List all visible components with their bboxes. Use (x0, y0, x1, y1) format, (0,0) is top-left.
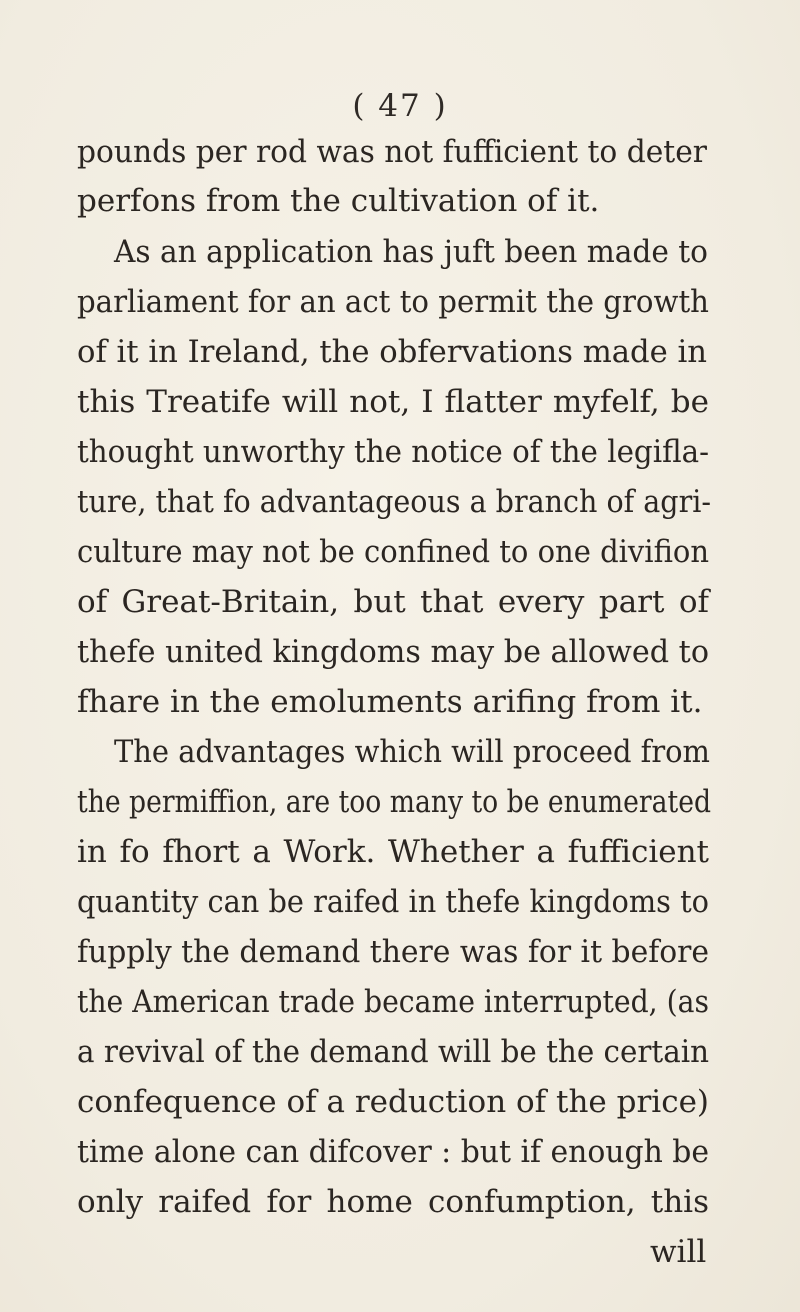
text-line: The advantages which will proceed from (114, 734, 710, 770)
text-line: of it in Ireland, the obfervations made in (77, 334, 708, 370)
text-line: pounds per rod was not fufficient to deter (77, 134, 707, 170)
text-line: fupply the demand there was for it before (77, 934, 710, 970)
text-line: As an application has juft been made to (114, 234, 709, 270)
text-line: confequence of a reduction of the price) (77, 1084, 710, 1120)
text-line: fhare in the emoluments arifing from it. (77, 684, 703, 720)
catchword: will (650, 1234, 707, 1270)
text-line: ture, that fo advantageous a branch of agri- (77, 484, 712, 520)
text-line: time alone can difcover : but if enough be (77, 1134, 710, 1170)
text-line: the permiffion, are too many to be enumerated (77, 784, 711, 820)
page-number: ( 47 ) (352, 88, 448, 124)
text-line: in fo fhort a Work. Whether a fufficient (77, 834, 710, 870)
text-line: quantity can be raifed in thefe kingdoms to (77, 884, 710, 920)
text-line: a revival of the demand will be the certain (77, 1034, 710, 1070)
text-line: thefe united kingdoms may be allowed to (77, 634, 710, 670)
text-line: the American trade became interrupted, (as (77, 984, 709, 1020)
text-line: culture may not be confined to one divifion (77, 534, 710, 570)
text-line: this Treatife will not, I flatter myfelf, be (77, 384, 709, 420)
text-line: only raifed for home confumption, this (77, 1184, 710, 1220)
text-line: parliament for an act to permit the growth (77, 284, 709, 320)
text-line: perfons from the cultivation of it. (77, 183, 600, 219)
text-line: of Great-Britain, but that every part of (77, 584, 709, 620)
text-line: thought unworthy the notice of the legifla- (77, 434, 710, 470)
